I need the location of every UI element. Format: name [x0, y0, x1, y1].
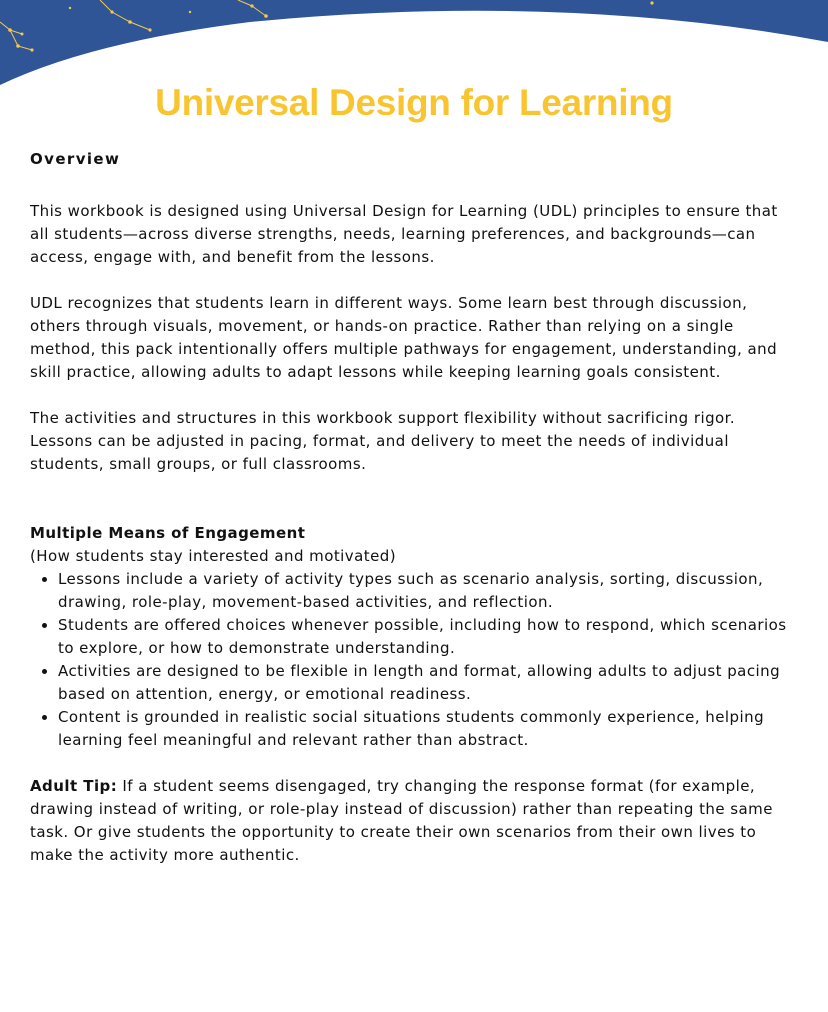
list-item: • Students are offered choices whenever possible, including how to respond, which scenarios to explore, or how to demonstrate understanding.	[58, 614, 800, 660]
document-body	[30, 148, 800, 867]
list-item: • Activities are designed to be flexible in length and format, allowing adults to adjust pacing based on attention, energy, or emotional readiness.	[58, 660, 800, 706]
adult-tip-label: Adult Tip:	[30, 777, 118, 795]
engagement-subheading: (How students stay interested and motivated)	[30, 547, 397, 565]
adult-tip-text: If a student seems disengaged, try changing the response format (for example, drawing instead of writing, or role-play instead of discussion) rather than repeating the same task. Or give students the opportunity to create their own scenarios from their own lives to make the activity more authentic.	[30, 777, 773, 864]
overview-paragraph-3: The activities and structures in this workbook support flexibility without sacrificing rigor. Lessons can be adjusted in pacing, format, and delivery to meet the needs of individual students, small groups, or full classrooms.	[30, 409, 736, 473]
list-item: • Content is grounded in realistic social situations students commonly experience, helping learning feel meaningful and relevant rather than abstract.	[58, 706, 800, 752]
adult-tip	[30, 775, 800, 867]
list-item: • Lessons include a variety of activity types such as scenario analysis, sorting, discussion, drawing, role-play, movement-based activities, and reflection.	[58, 568, 800, 614]
overview-paragraph-1: This workbook is designed using Universal Design for Learning (UDL) principles to ensure that all students—across diverse strengths, needs, learning preferences, and backgrounds—can access, engage with, and benefit from the lessons.	[30, 202, 778, 266]
engagement-heading: Multiple Means of Engagement	[30, 524, 306, 542]
page-title: Universal Design for Learning	[155, 82, 673, 123]
overview-heading: Overview	[30, 150, 121, 168]
engagement-list	[30, 568, 800, 752]
overview-paragraph-2: UDL recognizes that students learn in different ways. Some learn best through discussion, others through visuals, movement, or hands-on practice. Rather than relying on a single method, this pack intentionally offers multiple pathways for engagement, understanding, and skill practice, allowing adults to adapt lessons while keeping learning goals consistent.	[30, 294, 778, 381]
